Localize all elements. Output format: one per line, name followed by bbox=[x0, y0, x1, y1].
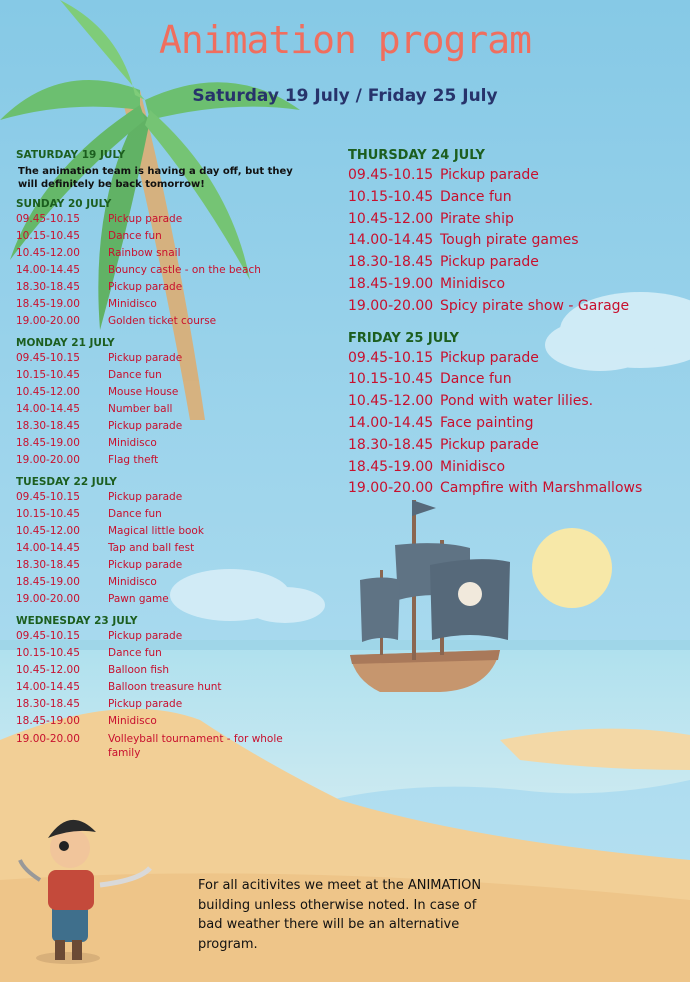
schedule-row bbox=[16, 574, 316, 591]
schedule-row bbox=[348, 391, 678, 413]
schedule-row bbox=[16, 713, 316, 730]
day-heading: SATURDAY 19 JULY bbox=[16, 149, 126, 161]
sun bbox=[532, 528, 612, 608]
day-heading: WEDNESDAY 23 JULY bbox=[16, 615, 138, 627]
activity-name: Dance fun bbox=[108, 230, 162, 242]
activity-name: Volleyball tournament - for whole family bbox=[108, 733, 283, 759]
time-slot: 18.45-19.00 bbox=[348, 458, 434, 475]
time-slot: 10.45-12.00 bbox=[348, 210, 434, 227]
day-heading: THURSDAY 24 JULY bbox=[348, 148, 485, 163]
time-slot: 10.15-10.45 bbox=[348, 371, 434, 388]
time-slot: 14.00-14.45 bbox=[16, 542, 80, 554]
schedule-row bbox=[348, 296, 678, 318]
schedule-row bbox=[16, 591, 316, 608]
activity-name: Pond with water lilies. bbox=[440, 393, 594, 410]
time-slot: 18.45-19.00 bbox=[16, 576, 80, 588]
activity-name: Minidisco bbox=[108, 576, 157, 588]
schedule-row bbox=[348, 274, 678, 296]
schedule-row bbox=[16, 350, 316, 367]
time-slot: 14.00-14.45 bbox=[348, 232, 434, 249]
activity-name: Minidisco bbox=[108, 437, 157, 449]
time-slot: 18.45-19.00 bbox=[348, 275, 434, 292]
schedule-row bbox=[16, 730, 316, 760]
schedule-row bbox=[348, 457, 678, 479]
activity-name: Minidisco bbox=[440, 275, 506, 292]
activity-name: Dance fun bbox=[440, 371, 512, 388]
schedule-row bbox=[16, 435, 316, 452]
time-slot: 19.00-20.00 bbox=[16, 593, 80, 605]
activity-name: Minidisco bbox=[440, 458, 506, 475]
time-slot: 10.45-12.00 bbox=[16, 525, 80, 537]
activity-name: Pickup parade bbox=[108, 698, 183, 710]
schedule-row bbox=[16, 211, 316, 228]
schedule-row bbox=[16, 296, 316, 313]
activity-name: Pickup parade bbox=[108, 491, 183, 503]
page-title: Animation program bbox=[159, 18, 531, 62]
schedule-row bbox=[348, 413, 678, 435]
schedule-row bbox=[16, 523, 316, 540]
activity-name: Spicy pirate show - Garage bbox=[440, 297, 630, 314]
activity-name: Dance fun bbox=[108, 647, 162, 659]
activity-name: Tap and ball fest bbox=[108, 542, 195, 554]
schedule-row bbox=[16, 489, 316, 506]
time-slot: 10.15-10.45 bbox=[348, 188, 434, 205]
time-slot: 18.45-19.00 bbox=[16, 298, 80, 310]
time-slot: 18.30-18.45 bbox=[16, 698, 80, 710]
activity-name: Minidisco bbox=[108, 298, 157, 310]
time-slot: 10.45-12.00 bbox=[348, 393, 434, 410]
schedule-row bbox=[348, 187, 678, 209]
activity-name: Campfire with Marshmallows bbox=[440, 480, 643, 497]
activity-name: Dance fun bbox=[108, 508, 162, 520]
day-note: The animation team is having a day off, but they will definitely be back tomorrow! bbox=[18, 166, 293, 190]
activity-name: Pickup parade bbox=[108, 352, 183, 364]
schedule-row bbox=[16, 679, 316, 696]
schedule-row bbox=[16, 384, 316, 401]
time-slot: 19.00-20.00 bbox=[348, 297, 434, 314]
schedule-row bbox=[16, 557, 316, 574]
time-slot: 19.00-20.00 bbox=[16, 454, 80, 466]
activity-name: Pirate ship bbox=[440, 210, 514, 227]
activity-name: Rainbow snail bbox=[108, 247, 181, 259]
time-slot: 18.30-18.45 bbox=[348, 254, 434, 271]
day-heading: TUESDAY 22 JULY bbox=[16, 476, 117, 488]
time-slot: 10.15-10.45 bbox=[16, 508, 80, 520]
schedule-row bbox=[16, 696, 316, 713]
activity-name: Pickup parade bbox=[108, 281, 183, 293]
schedule-row bbox=[16, 245, 316, 262]
activity-name: Pickup parade bbox=[440, 436, 539, 453]
activity-name: Pickup parade bbox=[108, 559, 183, 571]
time-slot: 18.30-18.45 bbox=[16, 559, 80, 571]
time-slot: 09.45-10.15 bbox=[16, 352, 80, 364]
time-slot: 10.45-12.00 bbox=[16, 386, 80, 398]
schedule-row bbox=[16, 506, 316, 523]
time-slot: 18.45-19.00 bbox=[16, 715, 80, 727]
activity-name: Pickup parade bbox=[108, 420, 183, 432]
activity-name: Minidisco bbox=[108, 715, 157, 727]
schedule-row bbox=[16, 279, 316, 296]
meeting-note: For all acitivites we meet at the ANIMATION building unless otherwise noted. In case of bad weather there will be an alternative program. bbox=[198, 878, 482, 952]
activity-name: Dance fun bbox=[440, 188, 512, 205]
time-slot: 10.45-12.00 bbox=[16, 247, 80, 259]
activity-name: Pickup parade bbox=[440, 167, 539, 183]
time-slot: 09.45-10.15 bbox=[348, 167, 434, 183]
schedule-row bbox=[348, 230, 678, 252]
schedule-row bbox=[348, 478, 678, 500]
time-slot: 09.45-10.15 bbox=[348, 349, 434, 366]
schedule-row bbox=[16, 452, 316, 469]
time-slot: 10.15-10.45 bbox=[16, 369, 80, 381]
activity-name: Bouncy castle - on the beach bbox=[108, 264, 261, 276]
activity-name: Pickup parade bbox=[108, 630, 183, 642]
schedule-row bbox=[16, 540, 316, 557]
activity-name: Pickup parade bbox=[440, 349, 539, 366]
time-slot: 10.15-10.45 bbox=[16, 230, 80, 242]
schedule-row bbox=[348, 435, 678, 457]
time-slot: 18.30-18.45 bbox=[16, 420, 80, 432]
activity-name: Mouse House bbox=[108, 386, 179, 398]
time-slot: 09.45-10.15 bbox=[16, 491, 80, 503]
schedule-row bbox=[16, 628, 316, 645]
schedule-row bbox=[16, 401, 316, 418]
schedule-row bbox=[16, 262, 316, 279]
time-slot: 19.00-20.00 bbox=[16, 733, 80, 745]
activity-name: Flag theft bbox=[108, 454, 159, 466]
activity-name: Balloon fish bbox=[108, 664, 170, 676]
day-heading: SUNDAY 20 JULY bbox=[16, 198, 112, 210]
time-slot: 18.30-18.45 bbox=[16, 281, 80, 293]
time-slot: 10.45-12.00 bbox=[16, 664, 80, 676]
time-slot: 10.15-10.45 bbox=[16, 647, 80, 659]
schedule-left-column bbox=[16, 148, 316, 760]
schedule-row bbox=[16, 313, 316, 330]
activity-name: Pickup parade bbox=[108, 213, 183, 225]
activity-name: Face painting bbox=[440, 414, 534, 431]
day-heading: FRIDAY 25 JULY bbox=[348, 330, 459, 346]
activity-name: Balloon treasure hunt bbox=[108, 681, 222, 693]
schedule-row bbox=[16, 367, 316, 384]
time-slot: 09.45-10.15 bbox=[16, 213, 80, 225]
day-heading: MONDAY 21 JULY bbox=[16, 337, 115, 349]
time-slot: 09.45-10.15 bbox=[16, 630, 80, 642]
schedule-row bbox=[348, 348, 678, 370]
schedule-row bbox=[348, 252, 678, 274]
schedule-row bbox=[16, 228, 316, 245]
time-slot: 19.00-20.00 bbox=[348, 480, 434, 497]
activity-name: Golden ticket course bbox=[108, 315, 217, 327]
time-slot: 18.30-18.45 bbox=[348, 436, 434, 453]
activity-name: Number ball bbox=[108, 403, 173, 415]
time-slot: 14.00-14.45 bbox=[16, 403, 80, 415]
schedule-row bbox=[16, 418, 316, 435]
time-slot: 14.00-14.45 bbox=[16, 264, 80, 276]
page-subtitle: Saturday 19 July / Friday 25 July bbox=[192, 86, 498, 106]
schedule-row bbox=[16, 645, 316, 662]
activity-name: Pickup parade bbox=[440, 254, 539, 271]
activity-name: Tough pirate games bbox=[440, 232, 579, 249]
time-slot: 14.00-14.45 bbox=[348, 414, 434, 431]
activity-name: Pawn game bbox=[108, 593, 169, 605]
schedule-row bbox=[16, 662, 316, 679]
time-slot: 18.45-19.00 bbox=[16, 437, 80, 449]
time-slot: 19.00-20.00 bbox=[16, 315, 80, 327]
schedule-row bbox=[348, 209, 678, 231]
activity-name: Dance fun bbox=[108, 369, 162, 381]
time-slot: 14.00-14.45 bbox=[16, 681, 80, 693]
schedule-right-column bbox=[348, 147, 678, 500]
activity-name: Magical little book bbox=[108, 525, 204, 537]
schedule-row bbox=[348, 165, 678, 187]
schedule-row bbox=[348, 369, 678, 391]
